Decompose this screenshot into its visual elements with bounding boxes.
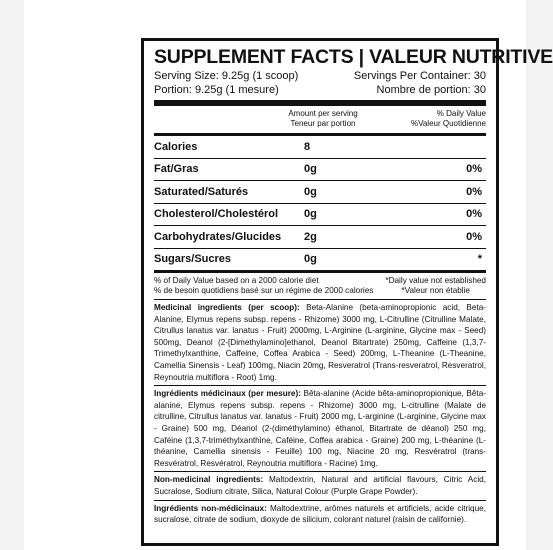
ingredients-text: Beta-Alanine (beta-aminopropionic acid, Beta-Alanine, Elymus repens subsp. repens - Rhizome) 3000 mg, L-Citrulline (Citrulline Malate, Citrullus lanatus var. lanatus - Fruit) 2000mg, L-Arginine (L-arginine, Glycine max - Seed) 500mg, Deanol (2-[Dimethylamino]ethanol, Deanol Bitartrate) 250mg, Caffeine (1,3,7-Trimethylxanthine, Caffeine, Coffea Arabica - Seed) 200mg, L-Theanine (L-Theanine, Camellia Sinensis - Leaf) 100mg, Niacin 20mg, Resveratrol (Trans-resveratrol, Resveratrol, Reynoutria multiflora - Root) 1mg.	[154, 303, 486, 382]
ingredients-heading: Non-medicinal ingredients:	[154, 475, 264, 485]
nutrient-name: Cholesterol/Cholestérol	[154, 208, 279, 221]
nutrient-dv: 0%	[466, 185, 482, 198]
nutrient-row	[154, 181, 486, 204]
supplement-facts-label	[141, 38, 553, 546]
header-amount	[272, 109, 374, 129]
nutrient-amount: 0g	[304, 163, 317, 176]
non-medicinal-ingredients-en	[154, 472, 486, 499]
nutrient-dv: *	[477, 253, 482, 266]
portions-count: Nombre de portion: 30	[376, 84, 486, 96]
footnote-left-fr: % de besoin quotidiens basé sur un régime de 2000 calories	[154, 286, 374, 295]
serving-row-2	[154, 83, 486, 97]
nutrient-name: Sugars/Sucres	[154, 253, 232, 266]
nutrient-dv: 0%	[466, 230, 482, 243]
nutrient-name: Saturated/Saturés	[154, 185, 249, 198]
label-title: SUPPLEMENT FACTS | VALEUR NUTRITIVE	[154, 46, 553, 68]
nutrient-amount: 0g	[304, 208, 317, 221]
nutrient-name: Carbohydrates/Glucides	[154, 230, 282, 243]
nutrient-name: Fat/Gras	[154, 163, 199, 176]
ingredients-text: Maltodextrin, Natural and artificial flavours, Citric Acid, Sucralose, Sodium citrate, Silica, Natural Colour (Purple Grape Powder).	[154, 475, 486, 496]
medicinal-ingredients-en	[154, 300, 486, 385]
nutrient-row	[154, 204, 486, 227]
nutrient-row	[154, 226, 486, 249]
amount-label-fr: Teneur par portion	[290, 119, 356, 128]
footnote-right-en: *Daily value not established	[385, 276, 486, 285]
nutrient-amount: 2g	[304, 230, 317, 243]
nutrient-amount: 8	[304, 140, 311, 153]
serving-size: Serving Size: 9.25g (1 scoop)	[154, 70, 299, 82]
ingredients-heading: Medicinal ingredients (per scoop):	[154, 303, 300, 312]
ingredients-heading: Ingrédients médicinaux (per mesure):	[154, 389, 301, 399]
nutrient-name: Calories	[154, 140, 198, 153]
servings-per-container: Servings Per Container: 30	[353, 70, 486, 82]
page-background	[24, 0, 553, 550]
dv-label-en: % Daily Value	[436, 109, 486, 118]
footnote-left-en: % of Daily Value based on a 2000 calorie diet	[154, 276, 319, 285]
nutrient-row	[154, 159, 486, 182]
ingredients-text: Bêta-alanine (Acide bêta-aminopropionique, Bêta-alanine, Elymus repens subsp. repens - Rhizome) 3000 mg, L-citrulline (Malate de citrulline, Citrullus lanatus var. lanatus - Fruit) 2000 mg, L-arginine (L-arginine, Glycine max - Graine) 500 mg, Déanol (2-(diméthylamino) éthanol, Bitartrate de déanol) 250 mg, Caféine (1,3,7-triméthylxanthine, Caféine, Coffea arabica - Graine) 200 mg, L-théanine (L-théanine, Camellia sinensis - Feuille) 100 mg, Niacine 20 mg, Resvératrol (trans-Resvératrol, Resvératrol, Reynoutria multiflora - Racine) 1mg.	[154, 389, 486, 468]
header-spacer	[154, 109, 272, 129]
column-header	[154, 106, 486, 133]
amount-label-en: Amount per serving	[288, 109, 358, 118]
footnote-right-fr: *Valeur non établie	[401, 286, 470, 295]
non-medicinal-ingredients-fr	[154, 501, 486, 528]
nutrient-amount: 0g	[304, 253, 317, 266]
nutrient-dv: 0%	[466, 163, 482, 176]
dv-label-fr: %Valeur Quotidienne	[410, 119, 486, 128]
ingredients-heading: Ingrédients non-médicinaux:	[154, 503, 267, 513]
serving-row-1	[154, 69, 486, 83]
footnote-left	[154, 276, 373, 296]
ingredients-text: Maltodextrine, arômes naturels et artificiels, acide citrique, sucralose, citrate de sodium, dioxyde de silicium, colorant naturel (raisin de californie).	[154, 503, 486, 525]
portion-size: Portion: 9.25g (1 mesure)	[154, 84, 279, 96]
daily-value-footnote	[154, 273, 486, 299]
medicinal-ingredients-fr	[154, 386, 486, 471]
nutrient-dv: 0%	[466, 208, 482, 221]
nutrient-row	[154, 136, 486, 159]
nutrient-row	[154, 249, 486, 274]
nutrient-amount: 0g	[304, 185, 317, 198]
header-daily-value	[374, 109, 486, 129]
footnote-right	[385, 276, 486, 296]
